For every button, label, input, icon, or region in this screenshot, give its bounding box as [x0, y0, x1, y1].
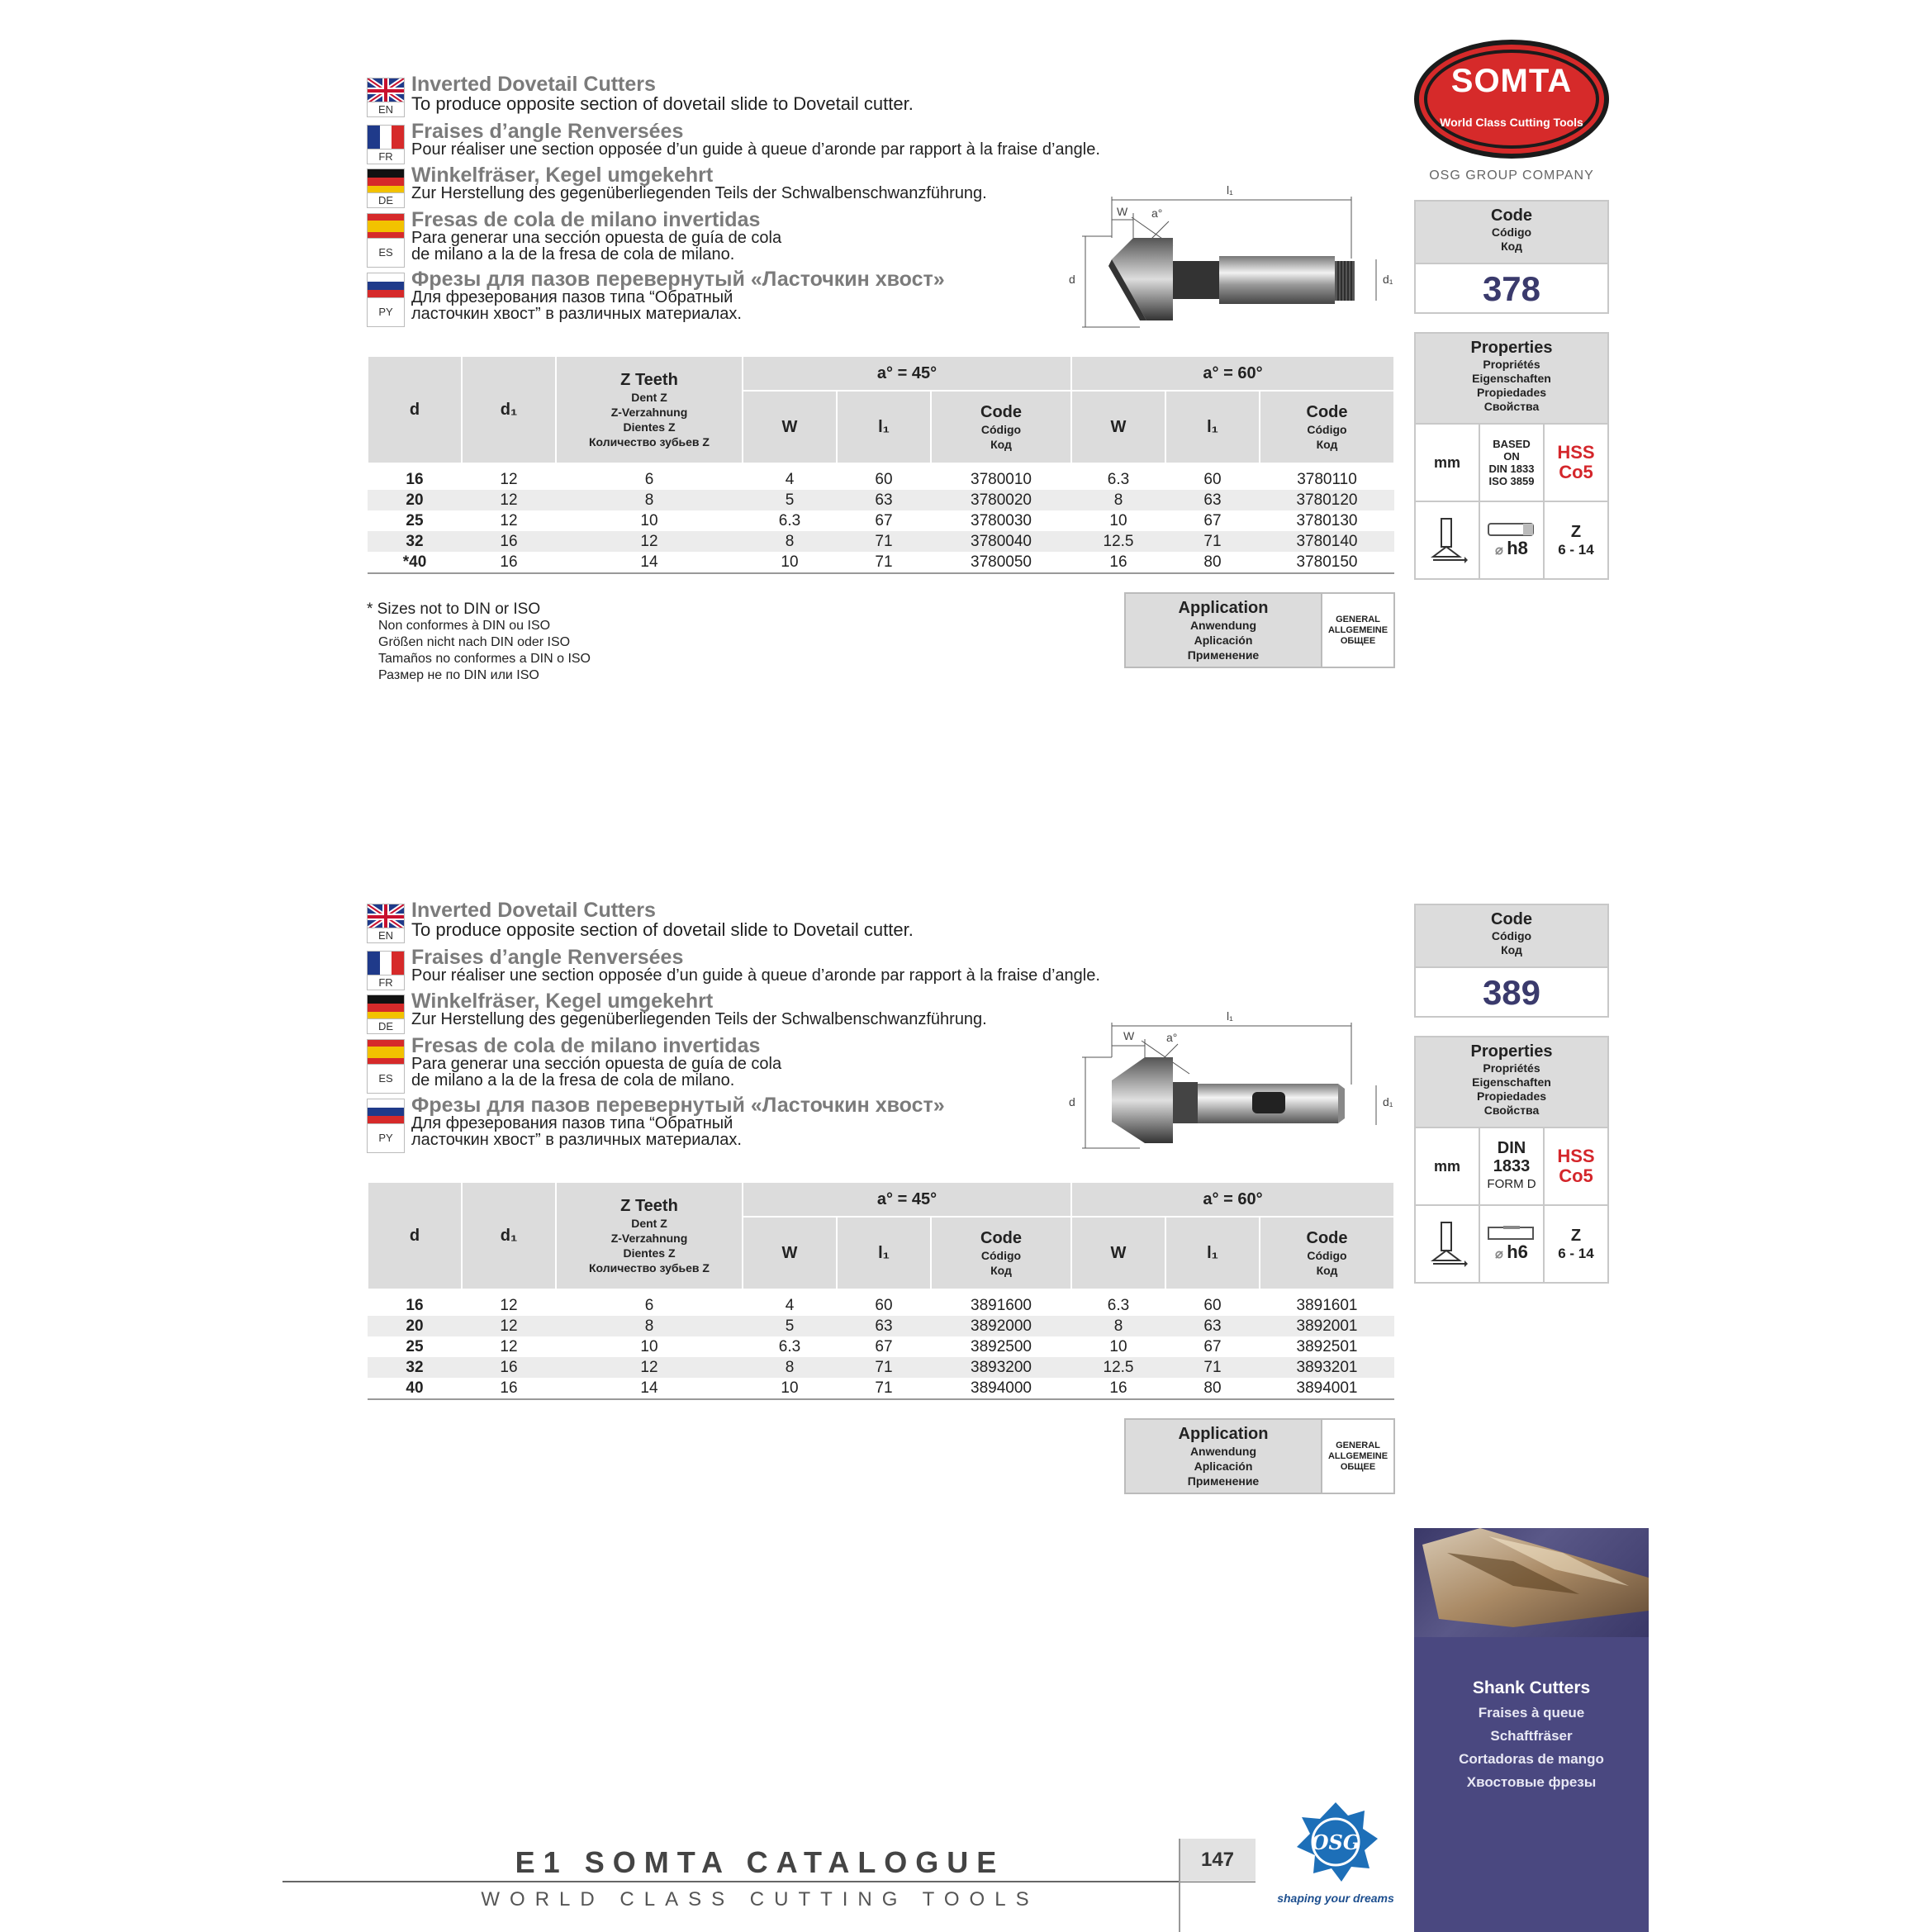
code-sub: Код: [1316, 437, 1338, 451]
cell-l60: 67: [1203, 1338, 1222, 1355]
z-range: 6 - 14: [1558, 1245, 1594, 1261]
cell-c45: 3780050: [931, 552, 1071, 573]
cell-d: 16: [406, 471, 424, 488]
product-title-en: Inverted Dovetail Cutters: [411, 899, 656, 922]
footnote-line: Größen nicht nach DIN oder ISO: [378, 635, 571, 649]
cell-w45: 4: [785, 1297, 795, 1314]
application-sub: Применение: [1187, 648, 1260, 662]
spain-flag-icon: [367, 213, 405, 268]
code-title: Code: [980, 402, 1022, 421]
product-title-es: Fresas de cola de milano invertidas: [411, 1034, 761, 1057]
cell-d1: 16: [462, 1357, 556, 1378]
col-w45: W: [743, 391, 837, 463]
col-l45: l₁: [837, 1217, 931, 1289]
standard-label: [1480, 1128, 1545, 1204]
application-sub: Aplicación: [1194, 1460, 1253, 1473]
cell-w60: 10: [1109, 1338, 1127, 1355]
cell-w45: 10: [743, 552, 837, 573]
cell-d: 25: [406, 1338, 424, 1355]
france-flag-icon: [367, 125, 405, 164]
lang-code: PY: [368, 1123, 404, 1152]
product-desc-ru: Для фрезерования пазов типа “Обратный ласточкин хвост” в различных материалах.: [411, 1114, 742, 1149]
footer-divider: [1179, 1839, 1180, 1932]
product-title-en: Inverted Dovetail Cutters: [411, 73, 656, 96]
diameter-icon: ⌀: [1495, 1247, 1507, 1261]
table-row: [368, 531, 1394, 552]
product-desc-en: To produce opposite section of dovetail slide to Dovetail cutter.: [411, 93, 914, 114]
dim-d1: d₁: [1383, 1095, 1393, 1108]
col-w60: W: [1071, 1217, 1165, 1289]
cell-d1: 12: [500, 512, 518, 529]
col-l60: l₁: [1165, 391, 1260, 463]
col-z-teeth: [556, 1182, 743, 1289]
std-line: DIN: [1497, 1139, 1526, 1157]
application-sub: Применение: [1187, 1474, 1260, 1488]
col-code60: [1260, 391, 1394, 463]
shank-tolerance: [1480, 1206, 1545, 1282]
product-desc-de: Zur Herstellung des gegenüberliegenden Teils der Schwalbenschwanzführung.: [411, 1010, 987, 1028]
footnote-line: * Sizes not to DIN or ISO: [367, 600, 541, 618]
col-d: d: [368, 1182, 462, 1289]
footnote: [367, 601, 591, 684]
cell-d1: 12: [500, 471, 518, 488]
z-sub: Dientes Z: [623, 1246, 676, 1260]
osg-tagline: shaping your dreams: [1277, 1892, 1394, 1905]
application-label: Application: [1178, 1425, 1269, 1443]
z-sub: Dent Z: [631, 1216, 667, 1230]
cell-d1: 16: [462, 531, 556, 552]
code-title: Code: [1306, 402, 1348, 421]
unit-mm: mm: [1416, 1128, 1480, 1204]
page-number: 147: [1200, 1849, 1235, 1871]
cell-w45: 5: [743, 490, 837, 510]
table-row: [368, 1316, 1394, 1336]
germany-flag-icon: [367, 994, 405, 1034]
cell-z: 12: [556, 1357, 743, 1378]
col-d: d: [368, 356, 462, 463]
cell-w45: 10: [743, 1378, 837, 1399]
z-sub: Dent Z: [631, 390, 667, 404]
side-panel: [1414, 1637, 1649, 1932]
cell-w60: 12.5: [1071, 531, 1165, 552]
cell-z: 6: [644, 471, 654, 488]
cell-l45: 71: [837, 1378, 931, 1399]
table-spacer: [368, 463, 1394, 469]
cell-d: 20: [368, 1316, 462, 1336]
properties-label: Properties: [1470, 339, 1553, 357]
cell-c45: 3894000: [931, 1378, 1071, 1399]
material-label: [1545, 1128, 1607, 1204]
cell-w45: 8: [743, 1357, 837, 1378]
cell-d: 32: [368, 531, 462, 552]
application-value: GENERAL: [1336, 614, 1380, 624]
code-sub1: Código: [1491, 225, 1532, 239]
product-desc-en: To produce opposite section of dovetail slide to Dovetail cutter.: [411, 919, 914, 940]
col-code60: [1260, 1217, 1394, 1289]
cell-d1: 12: [462, 490, 556, 510]
cell-z: 14: [556, 1378, 743, 1399]
table-row: [368, 552, 1394, 573]
dim-d: d: [1069, 273, 1075, 286]
russia-flag-icon: [367, 1099, 405, 1153]
cell-z: 8: [556, 1316, 743, 1336]
properties-box-389: [1414, 1036, 1609, 1284]
std-line: FORM D: [1487, 1177, 1536, 1191]
application-value: ОБЩЕЕ: [1340, 635, 1376, 646]
somta-logo-text: SOMTA: [1450, 63, 1573, 99]
code-box-378: [1414, 200, 1609, 314]
cell-l45: 63: [837, 1316, 931, 1336]
cell-l60: 60: [1203, 471, 1222, 488]
cell-c60: 3892501: [1296, 1338, 1358, 1355]
cell-c45: 3780040: [931, 531, 1071, 552]
code-title: Code: [1306, 1228, 1348, 1247]
z-sub: Z-Verzahnung: [610, 1231, 688, 1245]
properties-sub: Eigenschaften: [1472, 1075, 1551, 1089]
shank-tolerance: [1480, 502, 1545, 578]
cell-w60: 8: [1071, 1316, 1165, 1336]
z-teeth-title: Z Teeth: [620, 370, 678, 389]
footer-tagline: WORLD CLASS CUTTING TOOLS: [481, 1888, 1039, 1911]
cell-d: 20: [368, 490, 462, 510]
cell-l60: 60: [1203, 1297, 1222, 1314]
cell-w60: 10: [1109, 512, 1127, 529]
application-label: Application: [1178, 599, 1269, 617]
cell-l60: 80: [1165, 1378, 1260, 1399]
table-row: [368, 469, 1394, 490]
product-desc-es: Para generar una sección opuesta de guía de cola de milano a la de la fresa de cola de milano.: [411, 1055, 782, 1089]
cell-z: 12: [556, 531, 743, 552]
cell-d1: 12: [462, 1316, 556, 1336]
group-45: a° = 45°: [743, 1182, 1071, 1217]
dim-a: a°: [1166, 1031, 1178, 1044]
uk-flag-icon: [367, 904, 405, 943]
code-box-389: [1414, 904, 1609, 1018]
side-panel-image: [1414, 1528, 1649, 1637]
lang-code: FR: [368, 975, 404, 990]
dim-d1: d₁: [1383, 273, 1393, 286]
z-label: Z: [1570, 522, 1582, 541]
cell-l45: 71: [837, 1357, 931, 1378]
z-range: 6 - 14: [1558, 541, 1594, 558]
cell-w45: 4: [785, 471, 795, 488]
cell-c60: 3892001: [1260, 1316, 1394, 1336]
dim-l1: l₁: [1227, 183, 1233, 197]
cell-d: 16: [406, 1297, 424, 1314]
dim-w: W: [1117, 205, 1128, 218]
cell-c60: 3891601: [1296, 1297, 1358, 1314]
table-row: [368, 1357, 1394, 1378]
side-panel-line: Schaftfräser: [1490, 1728, 1573, 1744]
col-code45: [931, 391, 1071, 463]
application-box-378: [1124, 592, 1395, 668]
cell-c60: 3893201: [1260, 1357, 1394, 1378]
cell-w45: 5: [743, 1316, 837, 1336]
z-sub: Dientes Z: [623, 420, 676, 434]
properties-label: Properties: [1470, 1042, 1553, 1061]
footnote-line: Размер не по DIN или ISO: [378, 668, 539, 682]
properties-sub: Propiedades: [1476, 386, 1547, 399]
product-title-fr: Fraises d’angle Renversées: [411, 946, 684, 969]
cell-d: 25: [406, 512, 424, 529]
std-line: BASED: [1493, 438, 1531, 450]
lang-code: EN: [368, 102, 404, 116]
col-z-teeth: [556, 356, 743, 463]
code-sub1: Código: [1491, 929, 1532, 942]
cell-l45: 67: [875, 1338, 893, 1355]
lang-code: ES: [368, 1064, 404, 1093]
col-code45: [931, 1217, 1071, 1289]
tolerance-value: h6: [1507, 1241, 1528, 1262]
code-sub: Код: [990, 1263, 1012, 1277]
application-box-389: [1124, 1418, 1395, 1494]
properties-sub: Eigenschaften: [1472, 372, 1551, 385]
cell-d: 40: [368, 1378, 462, 1399]
cutter-profile-icon: [1416, 502, 1480, 578]
code-sub: Código: [980, 1248, 1022, 1262]
somta-logo-tagline: World Class Cutting Tools: [1440, 116, 1583, 129]
cell-w45: 8: [743, 531, 837, 552]
spec-table-389: [367, 1181, 1395, 1400]
properties-sub: Свойства: [1483, 400, 1540, 413]
z-sub: Количество зубьев Z: [589, 1260, 710, 1275]
end-mill-photo-icon: [1414, 1528, 1649, 1637]
russia-flag-icon: [367, 273, 405, 327]
spec-table-378: [367, 355, 1395, 574]
code-sub: Código: [1307, 422, 1347, 436]
somta-logo: [1412, 38, 1611, 160]
properties-box-378: [1414, 332, 1609, 580]
table-spacer: [368, 1289, 1394, 1295]
cell-z: 8: [556, 490, 743, 510]
std-line: 1833: [1493, 1157, 1531, 1175]
cell-c45: 3892500: [971, 1338, 1032, 1355]
tool-drawing-378: [1066, 180, 1412, 329]
material-co5: Co5: [1559, 462, 1593, 482]
cell-c45: 3780030: [971, 512, 1032, 529]
application-sub: Anwendung: [1189, 619, 1257, 632]
code-sub2: Код: [1501, 240, 1522, 253]
material-label: [1545, 425, 1607, 501]
cutter-profile-icon: [1416, 1206, 1480, 1282]
z-teeth-title: Z Teeth: [620, 1196, 678, 1215]
teeth-range: [1545, 1206, 1607, 1282]
side-panel-title: Shank Cutters: [1472, 1678, 1591, 1697]
cell-w60: 8: [1071, 490, 1165, 510]
col-l45: l₁: [837, 391, 931, 463]
side-panel-line: Cortadoras de mango: [1459, 1751, 1604, 1767]
application-sub: Anwendung: [1189, 1445, 1257, 1458]
properties-sub: Свойства: [1483, 1104, 1540, 1117]
cell-l45: 67: [875, 512, 893, 529]
std-line: DIN 1833: [1488, 463, 1535, 475]
cell-c60: 3780150: [1260, 552, 1394, 573]
cell-c45: 3891600: [971, 1297, 1032, 1314]
unit-mm: mm: [1416, 425, 1480, 501]
dim-a: a°: [1151, 206, 1163, 220]
col-w60: W: [1071, 391, 1165, 463]
cell-d: 32: [368, 1357, 462, 1378]
application-value: GENERAL: [1336, 1440, 1380, 1450]
z-sub: Z-Verzahnung: [610, 405, 688, 419]
properties-sub: Propiedades: [1476, 1089, 1547, 1103]
table-row: [368, 1295, 1394, 1316]
code-label: Code: [1491, 910, 1532, 928]
product-title-es: Fresas de cola de milano invertidas: [411, 208, 761, 231]
cell-c60: 3780130: [1296, 512, 1358, 529]
cell-c45: 3893200: [931, 1357, 1071, 1378]
lang-code: EN: [368, 928, 404, 942]
uk-flag-icon: [367, 78, 405, 117]
cell-d: *40: [368, 552, 462, 573]
cell-w60: 16: [1071, 552, 1165, 573]
teeth-range: [1545, 502, 1607, 578]
cell-d1: 12: [500, 1338, 518, 1355]
cell-l45: 63: [837, 490, 931, 510]
code-value: 378: [1482, 269, 1541, 308]
table-row: [368, 1378, 1394, 1399]
code-sub: Код: [990, 437, 1012, 451]
footer-title: E1 SOMTA CATALOGUE: [515, 1845, 1005, 1879]
lang-code: DE: [368, 1018, 404, 1033]
material-hss: HSS: [1557, 1146, 1595, 1166]
code-sub2: Код: [1501, 943, 1522, 957]
diameter-icon: ⌀: [1495, 544, 1507, 558]
cell-c60: 3780110: [1297, 471, 1357, 488]
product-title-ru: Фрезы для пазов перевернутый «Ласточкин хвост»: [411, 1094, 945, 1117]
application-value: ALLGEMEINE: [1327, 624, 1388, 635]
cell-w60: 16: [1071, 1378, 1165, 1399]
cell-l45: 60: [875, 471, 893, 488]
tolerance-value: h8: [1507, 538, 1528, 558]
cell-z: 10: [640, 512, 658, 529]
material-co5: Co5: [1559, 1165, 1593, 1186]
cell-d1: 12: [500, 1297, 518, 1314]
cell-w60: 6.3: [1107, 471, 1130, 488]
spain-flag-icon: [367, 1039, 405, 1094]
germany-flag-icon: [367, 169, 405, 208]
lang-code: FR: [368, 149, 404, 164]
cell-l45: 60: [875, 1297, 893, 1314]
product-title-de: Winkelfräser, Kegel umgekehrt: [411, 990, 714, 1013]
osg-group-label: OSG GROUP COMPANY: [1429, 169, 1594, 183]
product-desc-de: Zur Herstellung des gegenüberliegenden Teils der Schwalbenschwanzführung.: [411, 184, 987, 202]
cell-d1: 16: [462, 1378, 556, 1399]
code-sub: Código: [980, 422, 1022, 436]
application-sub: Aplicación: [1194, 634, 1253, 647]
tool-drawing-389: [1066, 1006, 1412, 1155]
group-45: a° = 45°: [743, 356, 1071, 391]
cell-l60: 63: [1165, 490, 1260, 510]
col-d1: d₁: [462, 356, 556, 463]
std-line: ISO 3859: [1488, 475, 1535, 487]
lang-code: PY: [368, 297, 404, 326]
cell-w45: 6.3: [778, 512, 801, 529]
z-label: Z: [1570, 1226, 1582, 1245]
footer-rule: [282, 1881, 1256, 1882]
group-60: a° = 60°: [1071, 356, 1394, 391]
cell-l45: 71: [837, 531, 931, 552]
properties-sub: Propriétés: [1483, 1061, 1540, 1075]
cell-l60: 80: [1165, 552, 1260, 573]
cell-d1: 16: [462, 552, 556, 573]
material-hss: HSS: [1557, 442, 1595, 463]
cell-l60: 63: [1165, 1316, 1260, 1336]
osg-logo-text: OSG: [1311, 1830, 1360, 1854]
cell-c45: 3780010: [971, 471, 1032, 488]
code-sub: Código: [1307, 1248, 1347, 1262]
product-desc-fr: Pour réaliser une section opposée d’un guide à queue d’aronde par rapport à la fraise d’angle.: [411, 966, 1100, 985]
cell-c60: 3780140: [1260, 531, 1394, 552]
cell-w60: 12.5: [1071, 1357, 1165, 1378]
lang-code: ES: [368, 238, 404, 267]
cell-c45: 3780020: [931, 490, 1071, 510]
code-title: Code: [980, 1228, 1022, 1247]
lang-code: DE: [368, 192, 404, 207]
col-d1: d₁: [462, 1182, 556, 1289]
cell-l60: 67: [1203, 512, 1222, 529]
code-label: Code: [1491, 206, 1532, 225]
group-60: a° = 60°: [1071, 1182, 1394, 1217]
dim-d: d: [1069, 1095, 1075, 1108]
cell-z: 10: [640, 1338, 658, 1355]
std-line: ON: [1503, 450, 1520, 463]
product-title-de: Winkelfräser, Kegel umgekehrt: [411, 164, 714, 187]
product-desc-ru: Для фрезерования пазов типа “Обратный ласточкин хвост” в различных материалах.: [411, 288, 742, 323]
col-l60: l₁: [1165, 1217, 1260, 1289]
dim-l1: l₁: [1227, 1009, 1233, 1023]
cell-z: 14: [556, 552, 743, 573]
footnote-line: Tamaños no conformes a DIN o ISO: [378, 652, 591, 666]
osg-logo: [1290, 1799, 1381, 1885]
col-w45: W: [743, 1217, 837, 1289]
side-panel-line: Fraises à queue: [1478, 1705, 1585, 1721]
cell-l60: 71: [1165, 1357, 1260, 1378]
standard-label: [1480, 425, 1545, 501]
application-value: ОБЩЕЕ: [1340, 1461, 1376, 1472]
cell-w60: 6.3: [1107, 1297, 1130, 1314]
code-value: 389: [1482, 973, 1541, 1012]
dim-w: W: [1123, 1029, 1135, 1042]
france-flag-icon: [367, 951, 405, 990]
application-value: ALLGEMEINE: [1327, 1450, 1388, 1461]
properties-sub: Propriétés: [1483, 358, 1540, 371]
product-title-ru: Фрезы для пазов перевернутый «Ласточкин хвост»: [411, 268, 945, 291]
product-title-fr: Fraises d’angle Renversées: [411, 120, 684, 143]
cell-w45: 6.3: [778, 1338, 801, 1355]
cell-z: 6: [644, 1297, 654, 1314]
footnote-line: Non conformes à DIN ou ISO: [378, 619, 551, 633]
cell-l45: 71: [837, 552, 931, 573]
z-sub: Количество зубьев Z: [589, 434, 710, 449]
side-panel-line: Хвостовые фрезы: [1466, 1774, 1597, 1790]
table-row: [368, 1336, 1394, 1357]
cell-l60: 71: [1165, 531, 1260, 552]
product-desc-fr: Pour réaliser une section opposée d’un guide à queue d’aronde par rapport à la fraise d’angle.: [411, 140, 1100, 159]
cell-c60: 3894001: [1260, 1378, 1394, 1399]
cell-c60: 3780120: [1260, 490, 1394, 510]
shank-flat-icon: [1487, 1225, 1536, 1241]
table-row: [368, 490, 1394, 510]
code-sub: Код: [1316, 1263, 1338, 1277]
product-desc-es: Para generar una sección opuesta de guía de cola de milano a la de la fresa de cola de milano.: [411, 229, 782, 263]
shank-icon: [1487, 521, 1536, 538]
cell-c45: 3892000: [931, 1316, 1071, 1336]
table-row: [368, 510, 1394, 531]
